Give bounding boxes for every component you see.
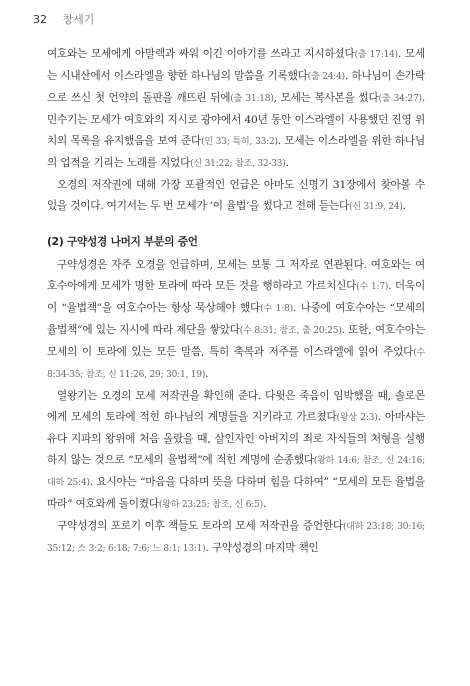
scripture-reference: (출 24:4) xyxy=(307,72,345,82)
scripture-reference: (왕하 23:25; 참조, 신 6:5) xyxy=(158,500,263,510)
running-head xyxy=(33,11,94,27)
text-run: . 모세는 이스라엘을 위한 하나님의 업적을 기리는 노래를 지었다 xyxy=(47,135,425,169)
text-run: 오경의 저작권에 대해 가장 포괄적인 언급은 아마도 신명기 31장에서 찾아볼 수 있을 것이다. 여기서는 두 번 모세가 ‘이 율법’을 썼다고 전해 듣는다 xyxy=(47,179,425,212)
text-run: , 모세는 복사본을 썼다 xyxy=(273,92,379,104)
scripture-reference: (수 1:7) xyxy=(356,282,389,292)
text-run: . xyxy=(205,368,209,380)
paragraph xyxy=(47,44,425,175)
scripture-reference: (왕상 2:3) xyxy=(336,413,378,423)
text-run: . 요시야는 “마음을 다하며 뜻을 다하며 힘을 다하여” “모세의 모든 율법을 따라” 여호와께 돌이켰다 xyxy=(47,476,425,510)
text-run: 구약성경의 포로기 이후 책들도 토라의 모세 저작권을 증언한다 xyxy=(57,520,343,532)
paragraph xyxy=(47,516,425,560)
scripture-reference: (수 1:8) xyxy=(260,304,293,314)
text-run: . xyxy=(402,200,406,212)
text-run: 구약성경은 자주 오경을 언급하며, 모세는 보통 그 저자로 연관된다. 여호와는 여호수아에게 모세가 명한 토라에 따라 모든 것을 행하라고 가르치신다 xyxy=(47,259,425,292)
scripture-reference: (신 31:22; 참조, 32-33) xyxy=(190,159,286,169)
scripture-reference: (수 8:31; 참조, 출 20:25) xyxy=(239,326,342,336)
book-title: 창세기 xyxy=(62,13,95,26)
text-run: . 하나님이 손가락으로 쓰신 첫 언약의 돌판을 깨뜨린 뒤에 xyxy=(47,70,425,104)
text-run: 열왕기는 오경의 모세 저작권을 확인해 준다. 다윗은 죽음이 임박했을 때, 솔로몬에게 모세의 토라에 적힌 하나님의 계명들을 지키라고 가르쳤다 xyxy=(47,390,425,423)
text-run: . 더욱이 이 “율법책”을 여호수아는 항상 묵상해야 했다 xyxy=(47,280,425,314)
text-run: 여호와는 모세에게 아말렉과 싸워 이긴 이야기를 쓰라고 지시하셨다 xyxy=(47,48,355,60)
paragraph xyxy=(47,386,425,516)
text-run: . 모세는 시내산에서 이스라엘을 향한 하나님의 말씀을 기록했다 xyxy=(47,48,425,82)
scripture-reference: (출 31:18) xyxy=(230,94,274,104)
body-text xyxy=(47,44,425,560)
paragraph xyxy=(47,255,425,386)
scripture-reference: (신 31:9, 24) xyxy=(349,202,403,212)
scripture-reference: (수 8:34-35; 참조, 신 11:26, 29; 30:1, 19) xyxy=(47,348,425,380)
paragraph xyxy=(47,175,425,218)
scripture-reference: (출 17:14) xyxy=(354,50,398,60)
text-run: . xyxy=(262,498,267,510)
scripture-reference: (민 33; 특히, 33:2) xyxy=(201,137,278,147)
text-run: . 아마샤는 유다 지파의 왕위에 처음 올랐을 때, 살인자인 아버지의 죄로 자식들의 처형을 실행하지 않는 것으로 “모세의 율법책”에 적힌 계명에 순종했다 xyxy=(47,411,426,466)
text-run: . 구약성경의 마지막 책인 xyxy=(205,542,319,554)
text-run: . 민수기는 모세가 여호와의 지시로 광야에서 40년 동안 이스라엘이 사용했던 진영 위치의 목록을 유지했음을 보여 준다 xyxy=(47,92,425,147)
scripture-reference: (대하 23:18; 30:16; 35:12; 스 3:2; 6:18; 7:6; 느 8:1; 13:1) xyxy=(47,522,425,554)
page-number: 32 xyxy=(33,13,47,26)
section-heading: (2) 구약성경 나머지 부분의 증언 xyxy=(47,236,198,248)
text-run: . 나중에 여호수아는 “모세의 율법책”에 있는 지시에 따라 제단을 쌓았다 xyxy=(47,302,425,336)
text-run: . xyxy=(285,157,289,169)
scripture-reference: (왕하 14:6; 참조, 신 24:16; 대하 25:4) xyxy=(47,456,425,488)
text-run: . 또한, 여호수아는 모세의 이 토라에 있는 모든 말씀, 특히 축복과 저주를 이스라엘에 읽어 주었다 xyxy=(47,324,425,358)
scripture-reference: (출 34:27) xyxy=(378,94,422,104)
